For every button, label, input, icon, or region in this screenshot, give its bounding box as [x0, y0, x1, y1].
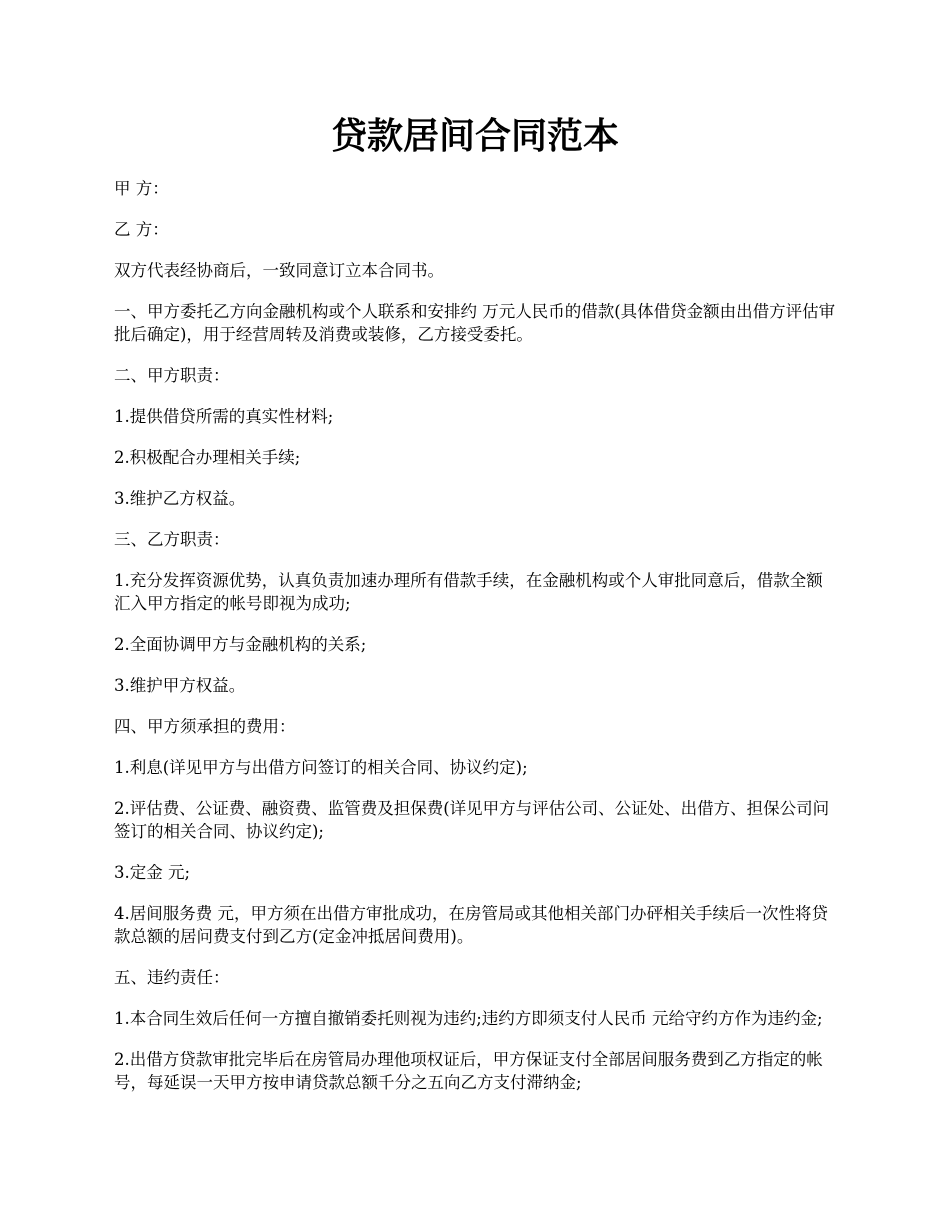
- intro-paragraph: 双方代表经协商后，一致同意订立本合同书。: [114, 261, 444, 280]
- section-3-item-3: 3.维护甲方权益。: [114, 676, 246, 695]
- section-1-paragraph: 一、甲方委托乙方向金融机构或个人联系和安排约 万元人民币的借款(具体借贷金额由出借方评估审批后确定)，用于经营周转及消费或装修，乙方接受委托。: [114, 302, 836, 344]
- section-4-item-3: 3.定金 元;: [114, 863, 191, 882]
- party-b-line: 乙 方：: [114, 220, 169, 239]
- party-a-line: 甲 方：: [114, 179, 169, 198]
- document-body: [114, 177, 836, 1112]
- document-title: 贷款居间合同范本: [330, 115, 619, 157]
- section-5-item-2: 2.出借方贷款审批完毕后在房管局办理他项权证后，甲方保证支付全部居间服务费到乙方指定的帐号，每延误一天甲方按申请贷款总额千分之五向乙方支付滞纳金;: [114, 1050, 823, 1092]
- section-3-item-2: 2.全面协调甲方与金融机构的关系;: [114, 635, 367, 654]
- section-4-item-4: 4.居间服务费 元，甲方须在出借方审批成功，在房管局或其他相关部门办砰相关手续后一次性将贷款总额的居问费支付到乙方(定金冲抵居间费用)。: [114, 904, 828, 946]
- section-4-item-1: 1.利息(详见甲方与出借方问签订的相关合同、协议约定);: [114, 758, 528, 777]
- section-2-item-1: 1.提供借贷所需的真实性材料;: [114, 407, 334, 426]
- section-4-item-2: 2.评估费、公证费、融资费、监管费及担保费(详见甲方与评估公司、公证处、出借方、担保公司问签订的相关合同、协议约定);: [114, 799, 830, 841]
- section-2-item-2: 2.积极配合办理相关手续;: [114, 448, 301, 467]
- section-2-heading: 二、甲方职责：: [114, 366, 230, 385]
- section-5-item-1: 1.本合同生效后任何一方擅自撤销委托则视为违约;违约方即须支付人民币 元给守约方作为违约金;: [114, 1009, 823, 1028]
- section-3-heading: 三、乙方职责：: [114, 530, 230, 549]
- section-2-item-3: 3.维护乙方权益。: [114, 489, 246, 508]
- section-3-item-1: 1.充分发挥资源优势，认真负责加速办理所有借款手续，在金融机构或个人审批同意后，借款全额汇入甲方指定的帐号即视为成功;: [114, 571, 823, 613]
- section-5-heading: 五、违约责任：: [114, 968, 230, 987]
- section-4-heading: 四、甲方须承担的费用：: [114, 717, 296, 736]
